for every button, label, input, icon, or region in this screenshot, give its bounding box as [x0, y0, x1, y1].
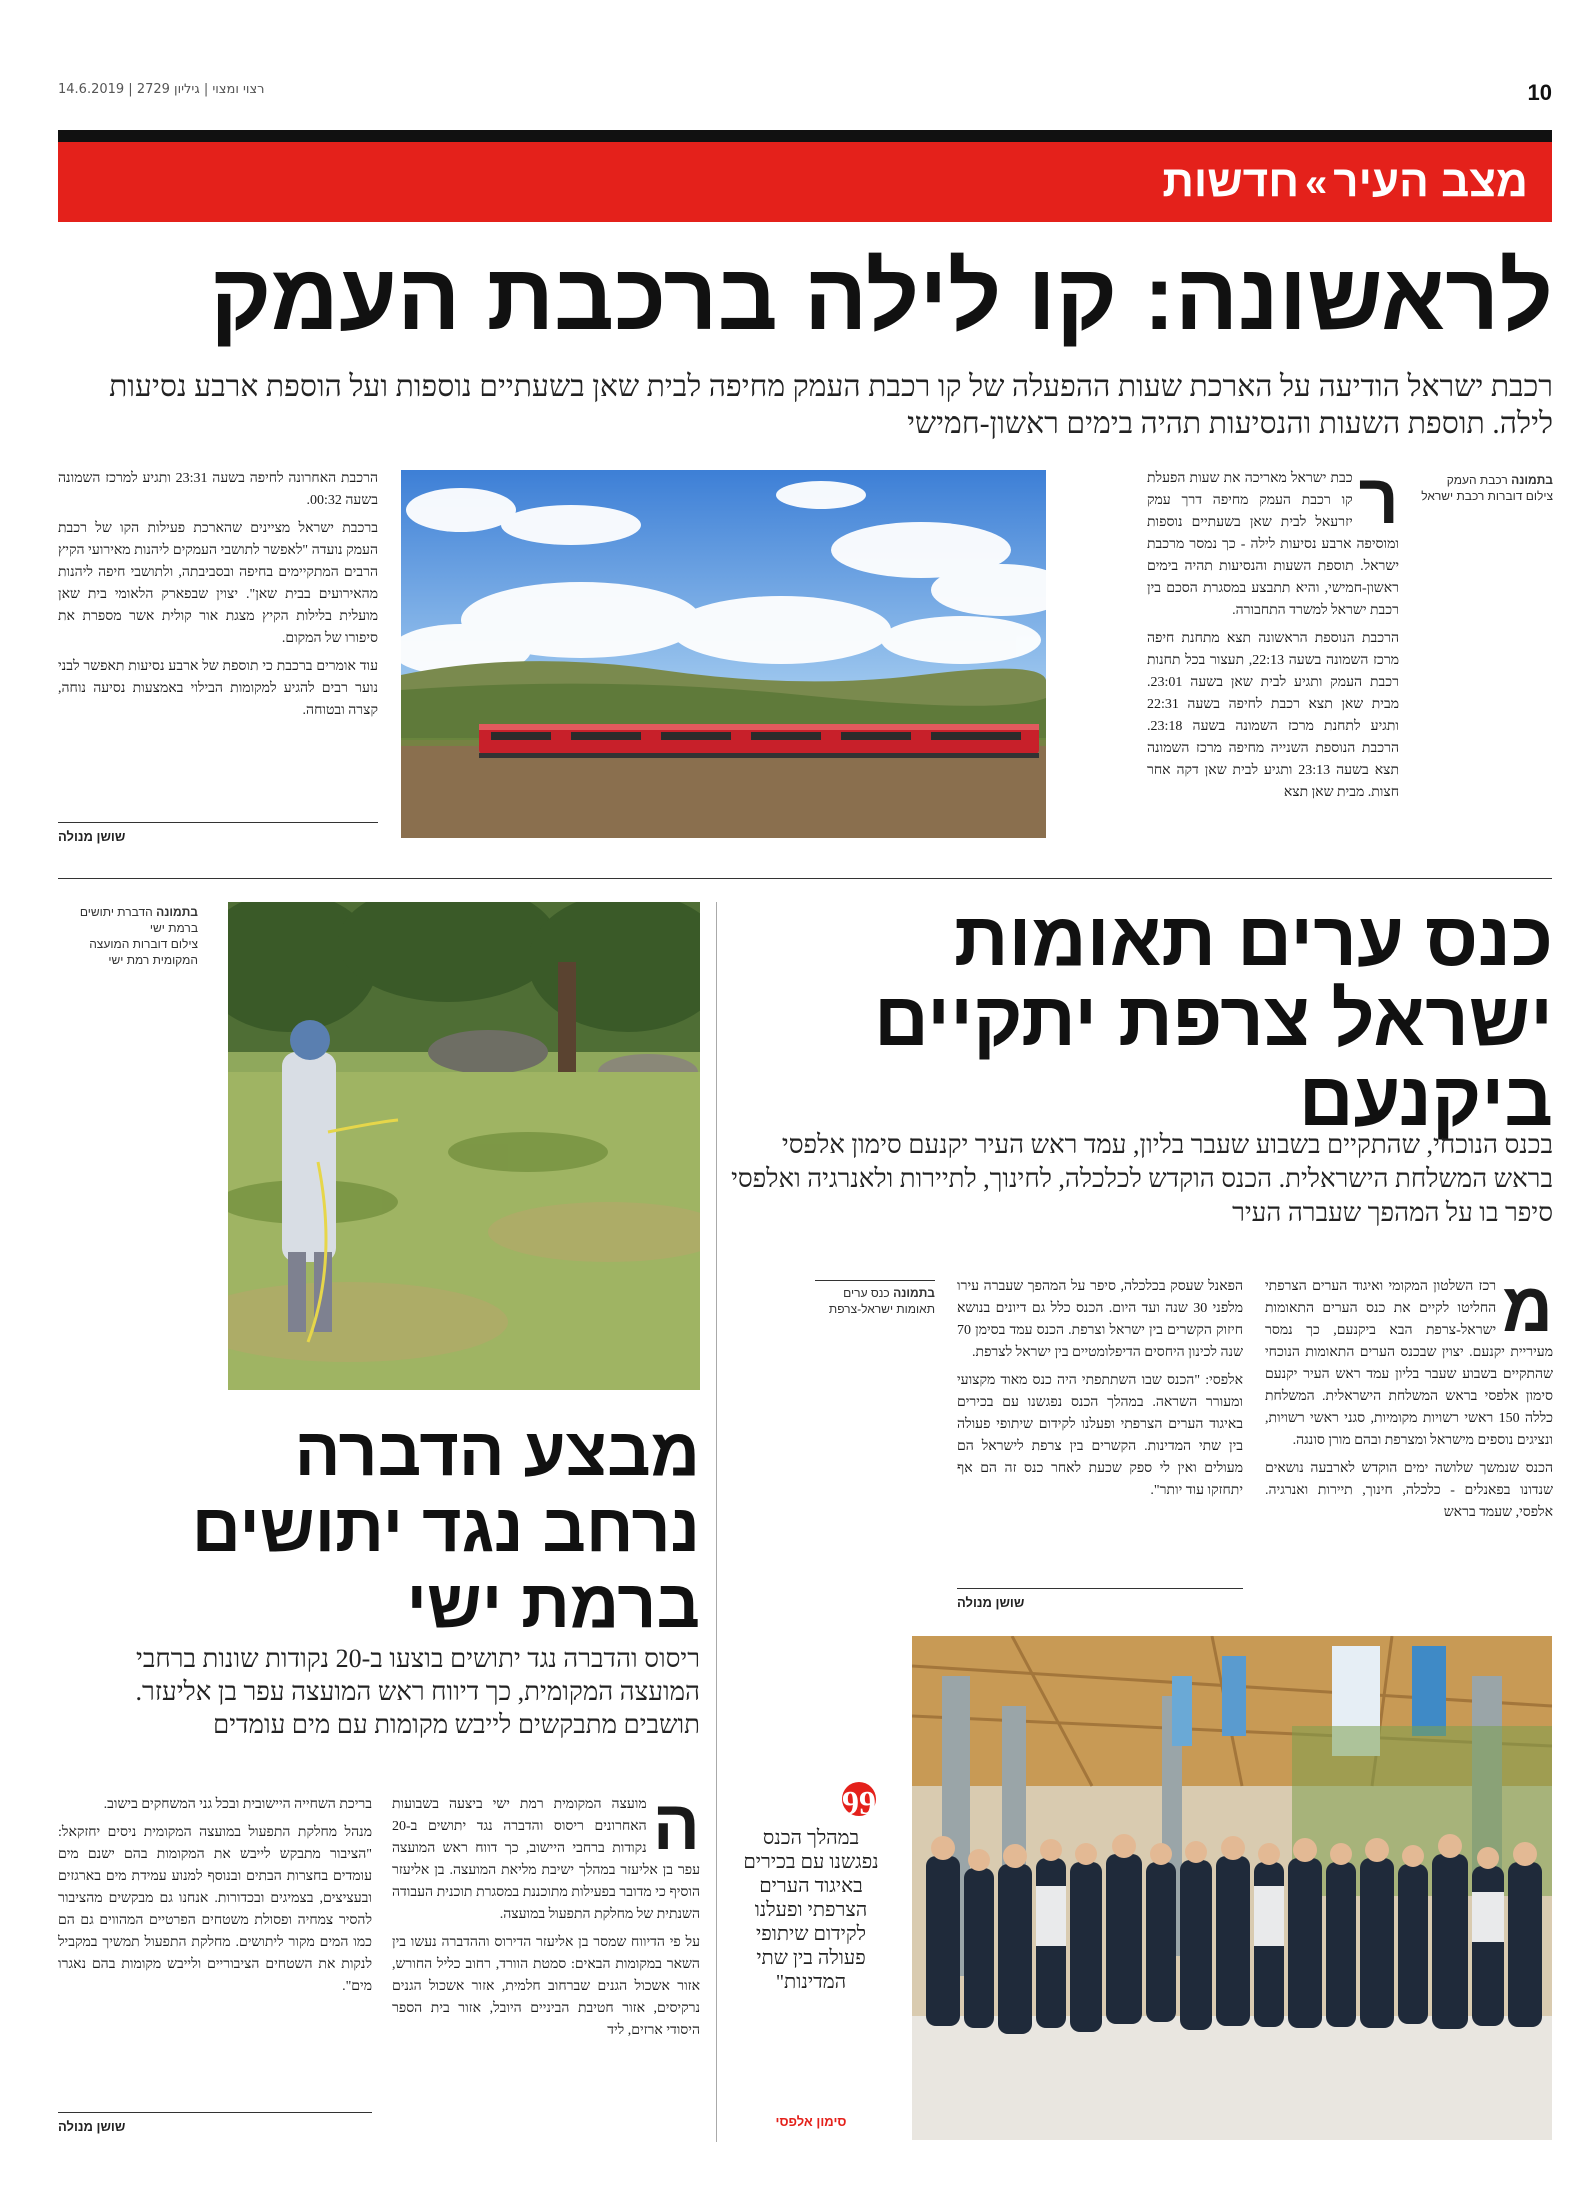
paragraph: רכז השלטון המקומי ואיגוד הערים הצרפתי החליטו לקיים את כנס הערים התאומות ישראל-צרפת הבא ביקנעם, כך נמסר מעיריית יקנעם. יצוין שבכנס הערים התאומות הנוכחי שהתקיים בשבוע שעבר בליון עמד ראש העיר יקנעם סימון אלפסי בראש המשלחת הישראלית. המשלחת כללה 150 ראשי רשויות מקומיות, סגני ראשי רשויות, ונציגים נוספים מישראל ומצרפת ובהם מורן סונגה.: [1265, 1279, 1553, 1448]
article1-photo-caption: [1417, 472, 1553, 504]
train-photo: [401, 470, 1046, 838]
header-black-bar: [58, 130, 1552, 142]
spraying-photo: [228, 902, 700, 1390]
article2-headline: [753, 897, 1553, 1142]
caption-subject: הדברת יתושים ברמת ישי: [79, 905, 198, 935]
headline-line: נרחב נגד יתושים: [191, 1490, 700, 1566]
folio: [58, 80, 1552, 105]
paragraph: כבת ישראל מאריכה את שעות הפעלת קו רכבת העמק מחיפה דרך עמק יזרעאל לבית שאן בשעתיים נוספות ומוסיפה ארבע נסיעות לילה - כך נמסר מרכבת ישראל. תוספת השעות והנסיעות תהיה בימים ראשון-חמישי, והיא תתבצע במסגרת הסכם בין רכבת ישראל למשרד התחבורה.: [1147, 471, 1399, 618]
caption-subject: כנס ערים תאומות ישראל-צרפת: [828, 1286, 935, 1316]
chevron-icon: »: [1305, 161, 1328, 205]
paragraph: אלפסי: "הכנס שבו השתתפתי היה כנס מאוד מקצועי ומעורר השראה. במהלך הכנס נפגשנו עם בכירים באיגוד הערים הצרפתי ופעלנו לקידום שיתופי פעולה בין שתי המדינות. הקשרים בין צרפת לישראל הם מעולים ואין לי ספק שכעת לאחר כנס זה הם אף יתחזקו עוד יותר".: [957, 1373, 1243, 1498]
paragraph: הרכבת הנוספת הראשונה תצא מתחנת חיפה מרכז השמונה בשעה 22:13, תעצור בכל תחנות רכבת העמק ותגיע לבית שאן בשעה 23:01. מבית שאן תצא רכבת לחיפה בשעה 22:31 ותגיע לתחנת מרכז השמונה בשעה 23:18. הרכבת הנוספת השנייה מחיפה מרכז השמונה תצא בשעה 23:13 ותגיע לבית שאן דקה אחר חצות. מבית שאן תצא: [1147, 631, 1399, 800]
dropcap: ר: [1358, 468, 1399, 538]
section-title-group: [1162, 152, 1528, 213]
paragraph: מנהל מחלקת התפעול במועצה המקומית ניסים יחזקאל: "הציבור מתבקש לייבש את המקומות בהם ישנם מים עומדים בחצרות הבתים ובנוסף למנוע עמידת מים בארגזים ובעציצים, בצמיגים ובכדורות. אנחנו גם מבקשים מהציבור להסיר צמחיה ופסולת משטחים הפרטיים המהווים גם הם כמו המים מקור ליתושים. מחלקת התפעול תמשיך במקביל לנקות את השטחים הציבוריים ולייבש מקומות בהם נאגרו מים".: [58, 1825, 372, 1994]
article1-byline: שושן מנולה: [58, 822, 378, 844]
caption-subject: רכבת העמק: [1446, 473, 1508, 487]
article3-column-left: [58, 1794, 372, 2104]
paragraph: על פי הדיווח שמסר בן אליעזר הדירוס וההדברה נעשו בין השאר במקומות הבאים: סמטת הוורד, רחוב כליל החורש, אזור אשכול הגנים שברחוב חלמית, אזור אשכול הגנים נרקיסים, אזור חטיבת הביניים היובל, אזור בית הספר היסודי ארזים, ליד: [392, 1935, 700, 2038]
dropcap: מ: [1502, 1276, 1553, 1346]
caption-label: בתמונה: [893, 1286, 935, 1300]
article2-photo-caption: [815, 1280, 935, 1317]
paragraph: הכנס שנמשך שלושה ימים הוקדש לארבעה נושאים שנדונו בפאנלים - כלכלה, חינוך, תיירות ואנרגיה. אלפסי, שעמד בראש: [1265, 1461, 1553, 1520]
headline-line: ישראל צרפת יתקיים: [873, 977, 1553, 1062]
section-sub: חדשות: [1162, 157, 1300, 206]
page-number: 10: [1527, 80, 1552, 105]
paragraph: הרכבת האחרונה לחיפה בשעה 23:31 ותגיע למרכז השמונה בשעה 00:32.: [58, 471, 378, 508]
article1-column-left: [58, 468, 378, 820]
article3-headline: [58, 1414, 700, 1642]
caption-credit: צילום דוברות רכבת ישראל: [1421, 489, 1553, 503]
paragraph: בריכת השחייה היישובית ובכל גני המשחקים בישוב.: [103, 1797, 372, 1812]
headline-line: ביקנעם: [1298, 1057, 1553, 1142]
article1-headline: לראשונה: קו לילה ברכבת העמק: [210, 244, 1553, 349]
article1-column-right: [1147, 468, 1399, 850]
issue-info: רצוי ומצוי | גיליון 2729 | 14.6.2019: [58, 82, 265, 97]
pull-quote-signature: סימון אלפסי: [775, 2114, 847, 2129]
conference-photo: [912, 1636, 1552, 2140]
paragraph: ברכבת ישראל מציינים שהארכת פעילות הקו של רכבת העמק נועדה "לאפשר לתושבי העמקים ליהנות מאירועי הקיץ הרבים המתקיימים בחיפה ובסביבתה, ולתושבי חיפה ליהנות מהאירועים בבית שאן". יצוין שבפארק הלאומי בית שאן מועלית בלילות הקיץ מצגת אור קולית אשר מספרת את סיפורו של המקום.: [58, 521, 378, 646]
headline-line: כנס ערים תאומות: [953, 897, 1553, 982]
divider: [58, 878, 1552, 879]
section-title: מצב העיר: [1333, 157, 1528, 206]
paragraph: עוד אומרים ברכבת כי תוספת של ארבע נסיעות תאפשר לבני נוער רבים להגיע למקומות הבילוי באמצעות נסיעה נוחה, קצרה ובטוחה.: [58, 659, 378, 718]
divider: [716, 902, 717, 2142]
article2-subhead: בכנס הנוכחי, שהתקיים בשבוע שעבר בליון, עמד ראש העיר יקנעם סימון אלפסי בראש המשלחת הישראלית. הכנס הוקדש לכלכלה, לחינוך, לתיירות ולאנרגיה ואלפסי סיפר בו על המהפך שעברה העיר: [731, 1130, 1553, 1227]
article2-column-right: [1265, 1276, 1553, 1616]
article2-byline: שושן מנולה: [957, 1588, 1243, 1610]
article1-subhead: רכבת ישראל הודיעה על הארכת שעות ההפעלה של קו רכבת העמק מחיפה לבית שאן בשעתיים נוספות ועל הוספת ארבע נסיעות לילה. תוספת השעות והנסיעות תהיה בימים ראשון-חמישי: [109, 370, 1553, 440]
quote-icon: 99: [842, 1782, 876, 1816]
article2-column-left: [957, 1276, 1243, 1578]
caption-credit: צילום דוברות המועצה המקומית רמת ישי: [89, 937, 198, 967]
headline-line: מבצע הדברה: [294, 1414, 700, 1490]
article3-column-right: [392, 1794, 700, 2140]
article3-subhead: ריסוס והדברה נגד יתושים בוצעו ב-20 נקודות שונות ברחבי המועצה המקומית, כך דיווח ראש המועצה עפר בן אליעזר. תושבים מתבקשים לייבש מקומות עם מים עומדים: [135, 1644, 700, 1739]
group-people: [926, 1854, 1542, 2034]
headline-line: ברמת ישי: [406, 1566, 700, 1642]
section-banner: [58, 142, 1552, 222]
article3-byline: שושן מנולה: [58, 2112, 372, 2134]
dropcap: ה: [652, 1794, 700, 1864]
paragraph: הפאנל שעסק בכלכלה, סיפר על המהפך שעברה עירו מלפני 30 שנה ועד היום. הכנס כלל גם דיונים בנושא חיזוק הקשרים בין ישראל וצרפת. הכנס עמד בסימן 70 שנה לכינון היחסים הדיפלומטיים בין ישראל לצרפת.: [957, 1279, 1243, 1360]
article2-pull-quote: במהלך הכנס נפגשנו עם בכירים באיגוד הערים הצרפתי ופעלנו לקידום שיתופי פעולה בין שתי המדינות": [743, 1827, 879, 1993]
caption-label: בתמונה: [1511, 473, 1553, 487]
article3-photo-caption: [58, 904, 198, 968]
paragraph: מועצה המקומית רמת ישי ביצעה בשבועות האחרונים ריסוס והדברה נגד יתושים ב-20 נקודות ברחבי היישוב, כך דווח ראש המועצה עפר בן אליעזר במהלך ישיבת מליאת המועצה. בן אליעזר הוסיף כי מדובר בפעילות מתוכננת במסגרת תוכנית העבודה השנתית של מחלקת התפעול במועצה.: [392, 1797, 700, 1922]
caption-label: בתמונה: [156, 905, 198, 919]
